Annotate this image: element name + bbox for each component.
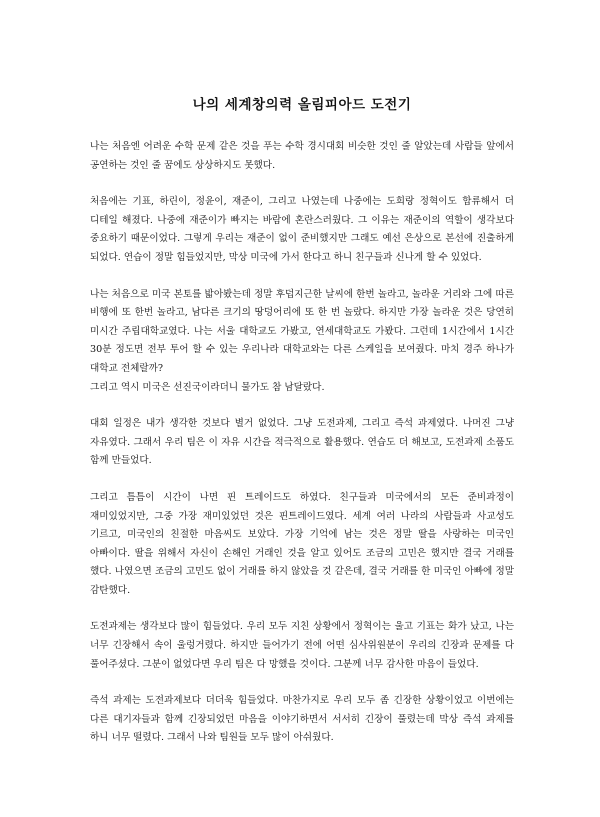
paragraph-1: 나는 처음엔 어려운 수학 문제 같은 것을 푸는 수학 경시대회 비슷한 것인 줄 알았는데 사람들 앞에서 공연하는 것인 줄 꿈에도 상상하지도 못했다. [90, 141, 514, 171]
paragraph-4: 대회 일정은 내가 생각한 것보다 별거 없었다. 그냥 도전과제, 그리고 즉석 과제였다. 나머진 그냥 자유였다. 그래서 우리 팀은 이 자유 시간을 적극적으로 활용했다. 연습도 더 해보고, 도전과제 소품도 함께 만들었다. [90, 418, 514, 467]
paragraph-6: 도전과제는 생각보다 많이 힘들었다. 우리 모두 지친 상황에서 정혁이는 울고 기표는 화가 났고, 나는 너무 긴장해서 속이 울렁거렸다. 하지만 들어가기 전에 어떤 심사위원분이 우리의 긴장과 문제를 다 풀어주셨다. 그분이 없었다면 우리 팀은 다 망했을 것이다. 그분께 너무 감사한 마음이 들었다. [90, 621, 514, 670]
paragraph-5: 그리고 틈틈이 시간이 나면 핀 트레이드도 하였다. 친구들과 미국에서의 모든 준비과정이 재미있었지만, 그중 가장 재미있었던 것은 핀트레이드였다. 세계 여러 나라의 사람들과 사교성도 기르고, 미국인의 친절한 마음씨도 보았다. 가장 기억에 남는 것은 정말 딸을 사랑하는 미국인 아빠이다. 딸을 위해서 자신이 손해인 거래인 것을 알고 있어도 조금의 고민은 했지만 결국 거래를 했다. 나였으면 조금의 고민도 없이 거래를 하지 않았을 것 같은데, 결국 거래를 한 미국인 아빠에 정말 감탄했다. [90, 491, 514, 596]
document-title: 나의 세계창의력 올림피아드 도전기 [192, 97, 412, 113]
paragraph-2: 처음에는 기표, 하린이, 정윤이, 재준이, 그리고 나였는데 나중에는 도희랑 정혁이도 합류해서 더 디테일 해졌다. 나중에 재준이가 빠지는 바람에 혼란스러웠다. 그 이유는 재준이의 역할이 생각보다 중요하기 때문이었다. 그렇게 우리는 재준이 없이 준비했지만 그래도 예선 은상으로 본선에 진출하게 되었다. 연습이 정말 힘들었지만, 막상 미국에 가서 한다고 하니 친구들과 신나게 할 수 있었다. [90, 196, 514, 263]
paragraph-3: 나는 처음으로 미국 본토를 밟아봤는데 정말 후덥지근한 날씨에 한번 놀라고, 놀라운 거리와 그에 따른 비행에 또 한번 놀라고, 남다른 크기의 땅덩어리에 또 한 번 놀랐다. 하지만 가장 놀라운 것은 당연히 미시간 주립대학교였다. 나는 서울 대학교도 가봤고, 연세대학교도 가봤다. 그런데 1시간에서 1시간 30분 정도면 전부 투어 할 수 있는 우리나라 대학교와는 다른 스케일을 보여줬다. 마치 경주 하나가 대학교 전체랄까? 그리고 역시 미국은 선진국이라더니 물가도 참 남달랐다. [90, 288, 514, 393]
paragraph-7: 즉석 과제는 도전과제보다 더더욱 힘들었다. 마찬가지로 우리 모두 좀 긴장한 상황이었고 이번에는 다른 대기자들과 함께 긴장되었던 마음을 이야기하면서 서서히 긴장이 풀렸는데 막상 즉석 과제를 하니 너무 떨렸다. 그래서 나와 팀원들 모두 많이 아쉬웠다. [90, 695, 514, 744]
